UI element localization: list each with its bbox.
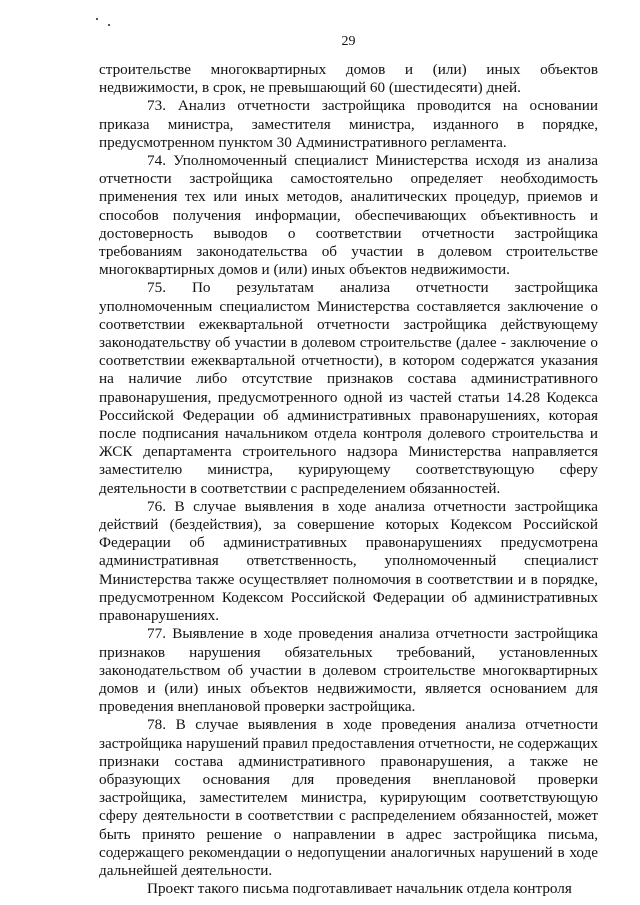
- paragraph-73: 73. Анализ отчетности застройщика проводится на основании приказа министра, заместителя министра, изданного в порядке, предусмотренном пунктом 30 Административного регламента.: [99, 97, 598, 151]
- paragraph-78: 78. В случае выявления в ходе проведения анализа отчетности застройщика нарушений правил предоставления отчетности, не содержащих признаки состава административного правонарушения, а также не образующих основания для проведения внеплановой проверки застройщика, заместителем министра, курирующим соответствующую сферу деятельности в соответствии с распределением обязанностей, может быть принято решение о направлении в адрес застройщика письма, содержащего рекомендации о недопущении аналогичных нарушений в ходе дальнейшей деятельности.: [99, 716, 598, 879]
- paragraph-74: 74. Уполномоченный специалист Министерства исходя из анализа отчетности застройщика самостоятельно определяет необходимость применения тех или иных методов, аналитических процедур, приемов и способов получения информации, обеспечивающих объективность и достоверность выводов о соответствии отчетности застройщика требованиям законодательства об участии в долевом строительстве многоквартирных домов и (или) иных объектов недвижимости.: [99, 152, 598, 279]
- paragraph-75: 75. По результатам анализа отчетности застройщика уполномоченным специалистом Министерства составляется заключение о соответствии ежеквартальной отчетности застройщика действующему законодательству об участии в долевом строительстве (далее - заключение о соответствии ежеквартальной отчетности), в котором содержатся указания на наличие либо отсутствие признаков состава административного правонарушения, предусмотренного одной из частей статьи 14.28 Кодекса Российской Федерации об административных правонарушениях, которая после подписания начальником отдела контроля долевого строительства и ЖСК департамента строительного надзора Министерства направляется заместителю министра, курирующему соответствующую сферу деятельности в соответствии с распределением обязанностей.: [99, 279, 598, 497]
- paragraph-continuation: строительстве многоквартирных домов и (или) иных объектов недвижимости, в срок, не превышающий 60 (шестидесяти) дней.: [99, 61, 598, 97]
- paragraph-letter-draft: Проект такого письма подготавливает начальник отдела контроля: [147, 880, 572, 898]
- page-number: 29: [341, 34, 356, 49]
- paragraph-77: 77. Выявление в ходе проведения анализа отчетности застройщика признаков нарушения обязательных требований, установленных законодательством об участии в долевом строительстве многоквартирных домов и (или) иных объектов недвижимости, является основанием для проведения внеплановой проверки застройщика.: [99, 625, 598, 716]
- document-body: [99, 61, 598, 898]
- scan-speck: [96, 18, 98, 20]
- paragraph-76: 76. В случае выявления в ходе анализа отчетности застройщика действий (бездействия), за совершение которых Кодексом Российской Федерации об административных правонарушениях предусмотрена административная ответственность, уполномоченный специалист Министерства также осуществляет полномочия в соответствии и в порядке, предусмотренном Кодексом Российской Федерации об административных правонарушениях.: [99, 497, 598, 625]
- scan-speck: [108, 24, 110, 26]
